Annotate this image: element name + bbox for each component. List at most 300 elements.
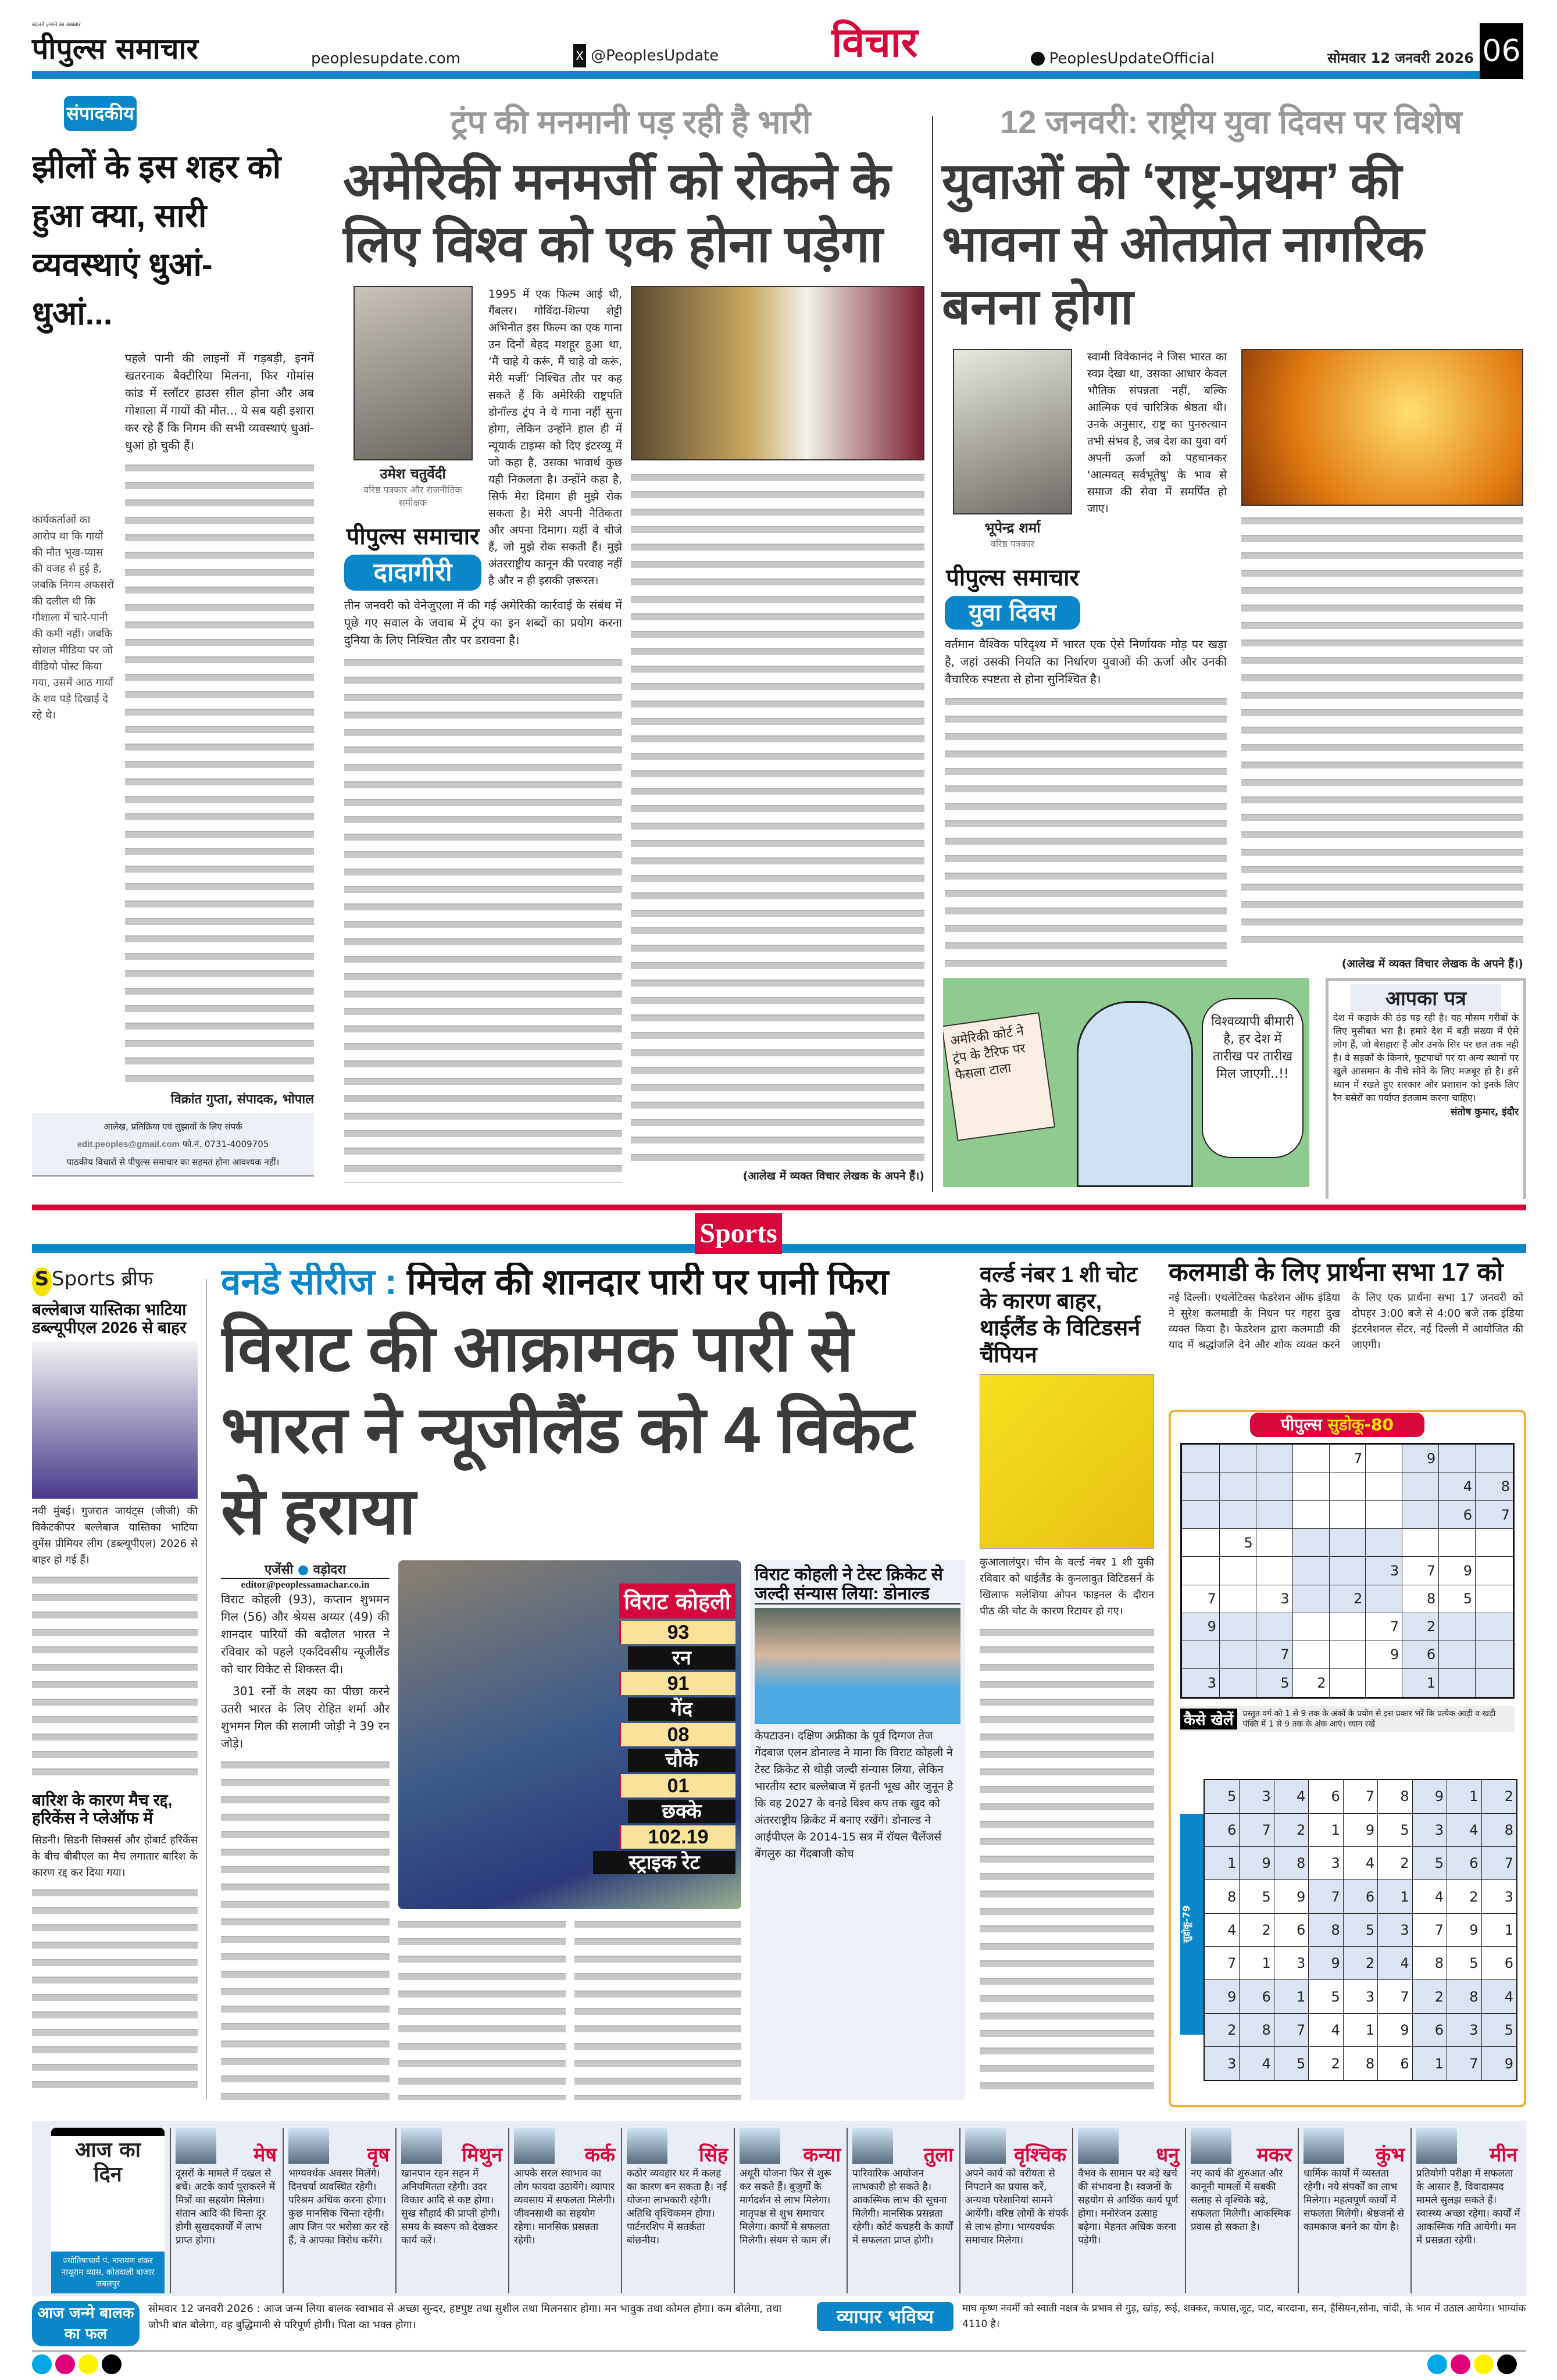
- sudoku-cell[interactable]: [1476, 1585, 1514, 1613]
- kohli-photo: [398, 1560, 741, 1909]
- sudoku-cell[interactable]: 5: [1256, 1669, 1292, 1698]
- zodiac-name: धनु: [1156, 2144, 1179, 2166]
- logo-block: [32, 20, 198, 67]
- zodiac-sign-icon: [288, 2128, 329, 2164]
- contact-email[interactable]: edit.peoples@gmail.com: [77, 1139, 180, 1149]
- sudoku-cell: 4: [1412, 1880, 1447, 1913]
- sudoku-cell[interactable]: 4: [1439, 1473, 1476, 1500]
- sudoku-cell: 5: [1309, 1980, 1343, 2013]
- right-text-col2: [1241, 513, 1523, 952]
- sports-brief-column: [32, 1264, 198, 2099]
- sudoku-cell[interactable]: [1181, 1473, 1220, 1500]
- sports-lower-text: [398, 1916, 741, 2100]
- sudoku-cell: 2: [1412, 1980, 1447, 2013]
- sudoku-cell[interactable]: [1219, 1501, 1256, 1529]
- zodiac-prediction: खानपान रहन सहन में अनियमितता रहेगी। उदर विकार आदि से कष्ट होगा। सुख सौहार्द की प्राप्ती होगी। समय के स्वरूप को देखकर कार्य करें।: [401, 2168, 501, 2246]
- sudoku-cell[interactable]: [1292, 1529, 1329, 1557]
- sudoku-title: [1250, 1413, 1424, 1437]
- contact-phone: फो.नं. 0731-4009705: [182, 1139, 269, 1149]
- sudoku-cell[interactable]: [1292, 1444, 1329, 1473]
- sudoku-cell[interactable]: 6: [1439, 1501, 1476, 1529]
- cartoon-paper: अमेरिकी कोर्ट ने ट्रंप के टैरिफ पर फैसला टाला: [943, 1012, 1055, 1141]
- sudoku-cell[interactable]: [1256, 1557, 1292, 1585]
- sudoku-cell: 7: [1240, 1813, 1274, 1846]
- sudoku-cell[interactable]: [1476, 1613, 1514, 1641]
- sudoku-cell[interactable]: [1329, 1641, 1366, 1668]
- sudoku-cell: 9: [1378, 2013, 1412, 2046]
- sudoku-cell: 7: [1481, 1847, 1517, 1880]
- donald-headline: विराट कोहली ने टेस्ट क्रिकेट से जल्दी संन्यास लिया: डोनाल्ड: [755, 1565, 960, 1604]
- stat-label: रन: [628, 1646, 735, 1670]
- sudoku-cell[interactable]: [1476, 1529, 1514, 1557]
- sudoku-cell[interactable]: [1256, 1501, 1292, 1529]
- kalmadi-article: [1169, 1259, 1523, 1353]
- sudoku-cell[interactable]: [1256, 1473, 1292, 1500]
- sudoku-cell[interactable]: 7: [1329, 1444, 1366, 1473]
- zodiac-prediction: पारिवारिक आयोजन लाभकारी हो सकते है। आकस्मिक लाभ की सूचना मिलेगी। मानसिक प्रसन्नता रहेगी। कोर्ट कचहरी के कार्यों में सफलता प्राप्त होगी।: [852, 2168, 954, 2246]
- editorial-main: [125, 349, 314, 1083]
- sudoku-row: [1204, 2013, 1517, 2046]
- cartoon: [943, 978, 1309, 1187]
- sports-body: विराट कोहली (93), कप्तान शुभमन गिल (56) और श्रेयस अय्यर (49) की शानदार पारियों की बदौलत भारत ने रविवार को पहले एकदिवसीय न्यूजीलैंड को चार विकेट से शिकस्त दी।: [221, 1592, 390, 1677]
- sudoku-cell: 6: [1447, 1847, 1481, 1880]
- sudoku-cell[interactable]: [1402, 1529, 1439, 1557]
- sudoku-cell[interactable]: 5: [1439, 1585, 1476, 1613]
- sports-main: [221, 1263, 965, 2100]
- sudoku-cell[interactable]: 7: [1476, 1501, 1514, 1529]
- zodiac-sign-icon: [176, 2128, 216, 2164]
- registration-dot-black: [1497, 2354, 1517, 2374]
- registration-dot-cyan: [1427, 2354, 1447, 2374]
- zodiac-sign-icon: [401, 2128, 442, 2164]
- badminton-body: कुआलालंपुर। चीन के वर्ल्ड नंबर 1 शी युकी रविवार को थाईलैंड के कुनलावुत विटिडसर्न के खिलाफ मलेशिया ओपन फाइनल के दौरान पीठ की चोट के कारण रिटायर हो गए।: [980, 1556, 1154, 1617]
- sudoku-row: [1181, 1557, 1514, 1585]
- sports-text-col2: [398, 1916, 566, 2100]
- sudoku-cell: 9: [1447, 1913, 1481, 1946]
- sudoku-cell: 7: [1447, 2047, 1481, 2081]
- brief-headline-2: बारिश के कारण मैच रद्द, हरिकेंस ने प्लेऑफ में: [32, 1791, 173, 1827]
- header-rule: [32, 71, 1480, 79]
- sudoku-cell[interactable]: [1329, 1557, 1366, 1585]
- badminton-text: [980, 1624, 1154, 2099]
- center-headline: अमेरिकी मनमर्जी को रोकने के लिए विश्व को एक होना पड़ेगा: [343, 152, 891, 273]
- how-to-play-text: प्रस्तुत वर्ग को 1 से 9 तक के अंकों के प्रयोग से इस प्रकार भरें कि प्रत्येक आड़ी व खड़ी पंक्ति में 1 से 9 तक के अंक आएं। ध्यान रखें: [1242, 1709, 1496, 1729]
- sudoku-cell: 5: [1343, 1913, 1377, 1946]
- contact-title: आलेख, प्रतिक्रिया एवं सुझावों के लिए संपर्क: [103, 1121, 242, 1132]
- sudoku-row: [1204, 1980, 1517, 2013]
- sudoku-cell[interactable]: [1219, 1444, 1256, 1473]
- sudoku-cell: 8: [1204, 1880, 1240, 1913]
- author-photo: [953, 349, 1072, 514]
- sudoku-puzzle-grid[interactable]: [1180, 1443, 1515, 1699]
- sudoku-cell: 2: [1378, 1847, 1412, 1880]
- horoscope-title-box: [51, 2128, 165, 2293]
- sudoku-cell[interactable]: [1292, 1613, 1329, 1641]
- zodiac-prediction: दूसरों के मामले में दखल से बचें। अटके कार्य पूराकरने में मित्रों का सहयोग मिलेगा। संतान आदि की चिन्ता दूर होगी सुखदकार्यों में लाभ प्राप्त होगा।: [176, 2168, 276, 2246]
- sudoku-cell[interactable]: [1219, 1669, 1256, 1698]
- born-text: सोमवार 12 जनवरी 2026 : आज जन्म लिया बालक स्वाभाव से अच्छा सुन्दर, हष्टपुष्ट तथा सुशील तथा मिलनसार होगा। मन भावुक तथा कोमल होगा। कम बोलेगा, तथा जोभी बात बोलेगा, वह बुद्धिमानी से परिपूर्ण होगी। पिता का भक्त होगा।: [148, 2303, 782, 2331]
- sudoku-cell[interactable]: [1181, 1444, 1220, 1473]
- kohli-stats: [593, 1584, 735, 1874]
- sudoku-row: [1204, 1847, 1517, 1880]
- sudoku-cell[interactable]: 7: [1256, 1641, 1292, 1668]
- sudoku-cell[interactable]: [1219, 1613, 1256, 1641]
- sudoku-cell[interactable]: 9: [1439, 1557, 1476, 1585]
- sudoku-cell: 2: [1204, 2013, 1240, 2046]
- kicker-text: मिचेल की शानदार पारी पर पानी फिरा: [406, 1263, 889, 1302]
- sudoku-cell[interactable]: [1476, 1557, 1514, 1585]
- sudoku-cell[interactable]: 2: [1329, 1585, 1366, 1613]
- stat-value: 08: [619, 1723, 735, 1746]
- sports-s-icon: S: [32, 1267, 52, 1296]
- zodiac-5: [621, 2128, 731, 2293]
- sudoku-cell[interactable]: [1366, 1444, 1402, 1473]
- contact-box: [32, 1113, 314, 1177]
- kalmadi-headline: कलमाडी के लिए प्रार्थना सभा 17 को: [1169, 1258, 1504, 1287]
- sudoku-cell: 8: [1378, 1779, 1412, 1813]
- stat-label: चौके: [628, 1749, 735, 1772]
- divider: [932, 116, 933, 1192]
- sudoku-row: [1204, 1779, 1517, 1813]
- sudoku-cell: 7: [1378, 1980, 1412, 2013]
- sudoku-cell: 3: [1274, 1947, 1308, 1980]
- column-logo: पीपुल्स समाचार: [946, 564, 1079, 591]
- sudoku-cell: 9: [1204, 1980, 1240, 2013]
- sudoku-cell: 6: [1204, 1813, 1240, 1846]
- sudoku-cell[interactable]: [1181, 1557, 1220, 1585]
- sports-body-2: 301 रनों के लक्ष्य का पीछा करने उतरी भारत के लिए रोहित शर्मा और शुभमन गिल की सलामी जोड़ी ने 39 रन जोड़े।: [221, 1684, 390, 1751]
- sports-tab: Sports: [695, 1213, 782, 1254]
- sudoku-cell[interactable]: 8: [1402, 1585, 1439, 1613]
- column-logo: पीपुल्स समाचार: [346, 523, 480, 550]
- sports-byline: [221, 1560, 390, 1579]
- sudoku-cell: 3: [1309, 1847, 1343, 1880]
- sudoku-cell[interactable]: 7: [1181, 1585, 1220, 1613]
- sudoku-cell[interactable]: [1292, 1557, 1329, 1585]
- sudoku-cell[interactable]: [1181, 1529, 1220, 1557]
- sudoku-cell: 3: [1240, 1779, 1274, 1813]
- author-name: उमेश चतुर्वेदी: [380, 466, 446, 482]
- sudoku-cell[interactable]: [1366, 1473, 1402, 1500]
- sudoku-cell[interactable]: [1402, 1501, 1439, 1529]
- right-right-half: [1241, 349, 1523, 971]
- sudoku-cell[interactable]: 3: [1366, 1557, 1402, 1585]
- right-para2: वर्तमान वैश्विक परिदृश्य में भारत एक ऐसे निर्णायक मोड़ पर खड़ा है, जहां उसकी नियति का निर्धारण युवाओं की ऊर्जा और उनकी वैचारिक स्पष्टता से होना सुनिश्चित है।: [945, 637, 1227, 686]
- kicker-series: वनडे सीरीज :: [221, 1263, 397, 1302]
- sudoku-row: [1181, 1669, 1514, 1698]
- zodiac-name: कुंभ: [1375, 2144, 1405, 2166]
- sudoku-row: [1181, 1641, 1514, 1668]
- center-para2: तीन जनवरी को वेनेजुएला में की गई अमेरिकी कार्रवाई के संबंध में पूछे गए सवाल के जवाब में ट्रंप का इन शब्दों का प्रयोग करना दुनिया के लिए निश्चित तौर पर डरावना है।: [344, 598, 622, 647]
- sudoku-cell[interactable]: [1292, 1641, 1329, 1668]
- zodiac-sign-icon: [1416, 2128, 1457, 2164]
- sudoku-cell[interactable]: 9: [1181, 1613, 1220, 1641]
- sudoku-cell[interactable]: 6: [1402, 1641, 1439, 1668]
- sudoku-cell[interactable]: [1439, 1529, 1476, 1557]
- stat-value: 93: [619, 1621, 735, 1644]
- sudoku-cell[interactable]: [1439, 1641, 1476, 1668]
- sudoku-cell[interactable]: 5: [1219, 1529, 1256, 1557]
- sudoku-cell: 9: [1309, 1947, 1343, 1980]
- sudoku-cell[interactable]: [1256, 1613, 1292, 1641]
- sudoku-cell[interactable]: [1329, 1501, 1366, 1529]
- zodiac-2: [283, 2128, 393, 2293]
- column-tag: दादागीरी: [344, 555, 481, 591]
- x-icon: X: [573, 44, 586, 67]
- dateline-place: वड़ोदरा: [313, 1563, 346, 1578]
- how-to-play-label: कैसे खेलें: [1180, 1709, 1237, 1729]
- zodiac-1: [170, 2128, 280, 2293]
- zodiac-prediction: प्रतियोगी परीक्षा में सफलता के आसार हैं, विवादास्पद मामले सुलझ सकते हैं। स्वास्थ्य अच्छा रहेगा। कार्यों में आकस्मिक गति आयेगी। मन में प्रसन्नता रहेगी।: [1416, 2168, 1520, 2246]
- sudoku-cell[interactable]: [1476, 1641, 1514, 1668]
- how-to-play: [1180, 1706, 1515, 1732]
- zodiac-8: [959, 2128, 1070, 2293]
- sudoku-row: [1204, 1813, 1517, 1846]
- sudoku-cell: 4: [1343, 1847, 1377, 1880]
- stat-label: गेंद: [628, 1698, 735, 1721]
- stat-value: 01: [619, 1774, 735, 1797]
- zodiac-sign-icon: [965, 2128, 1006, 2164]
- zodiac-12: [1410, 2128, 1521, 2293]
- sudoku-cell: 6: [1309, 1779, 1343, 1813]
- vivekananda-image: [1241, 349, 1523, 506]
- sudoku-cell: 9: [1412, 1779, 1447, 1813]
- zodiac-prediction: नए कार्य की शुरुआत और कानूनी मामलों में सबकी सलाह से वृश्चिके बढ़े, सफलता मिलेगी। आकस्मिक प्रवास हो सकता है।: [1191, 2168, 1291, 2233]
- zodiac-3: [395, 2128, 506, 2293]
- sudoku-cell[interactable]: [1329, 1473, 1366, 1500]
- right-intro-row: [945, 349, 1227, 630]
- sudoku-cell[interactable]: [1439, 1669, 1476, 1698]
- sudoku-cell: 5: [1412, 1847, 1447, 1880]
- sudoku-cell[interactable]: [1329, 1613, 1366, 1641]
- sports-col2: [398, 1560, 741, 2100]
- facebook-icon: [1031, 52, 1045, 66]
- sudoku-cell[interactable]: [1219, 1557, 1256, 1585]
- zodiac-11: [1298, 2128, 1408, 2293]
- center-right-half: [631, 286, 924, 1183]
- sudoku-cell[interactable]: [1292, 1585, 1329, 1613]
- sudoku-cell: 2: [1274, 1813, 1308, 1846]
- footer-rule: [32, 2350, 1526, 2352]
- trump-oil-photo: [631, 286, 924, 460]
- zodiac-prediction: वैभव के सामान पर बड़े खर्च की संभावना है। स्वजनों के सहयोग से आर्थिक कार्य पूर्ण होगा। मनोरंजन उत्साह बढ़ेगा। मेहनत अधिक करना पड़ेगी।: [1078, 2168, 1179, 2246]
- sudoku-title-brand: पीपुल्स: [1281, 1415, 1322, 1434]
- brief-body-1: नवी मुंबई। गुजरात जायंट्स (जीजी) की विकेटकीपर बल्लेबाज यास्तिका भाटिया वुमेंस प्रीमियर लीग (डब्ल्यूपीएल) 2026 से बाहर हो गई हैं।: [32, 1505, 198, 1566]
- sudoku-cell[interactable]: [1366, 1669, 1402, 1698]
- sudoku-cell[interactable]: [1439, 1444, 1476, 1473]
- sudoku-row: [1181, 1501, 1514, 1529]
- sudoku-cell: 2: [1343, 1947, 1377, 1980]
- sudoku-cell[interactable]: [1256, 1444, 1292, 1473]
- sudoku-cell[interactable]: [1219, 1473, 1256, 1500]
- website[interactable]: peoplesupdate.com: [310, 50, 461, 67]
- right-left-half: [945, 349, 1227, 971]
- sudoku-cell[interactable]: [1439, 1613, 1476, 1641]
- astrologer: ज्योतिषाचार्य पं. नारायण शंकर नाथूराम व्यास, कोतवाली बाजार जबलपुर: [51, 2252, 165, 2293]
- sudoku-title-number: सुडोकू-80: [1327, 1415, 1394, 1434]
- sudoku-cell[interactable]: [1366, 1585, 1402, 1613]
- sports-top-rule: [32, 1205, 1526, 1210]
- zodiac-7: [847, 2128, 957, 2293]
- sudoku-cell[interactable]: 2: [1402, 1613, 1439, 1641]
- zodiac-prediction: भाग्यवर्धक अवसर मिलेंगे। दिनचर्या व्यवस्थित रहेगी। परिश्रम अधिक करना होगा। कुछ मानसिक चिन्ता रहेगी। आप जिन पर भरोसा कर रहे हैं, वे आपका विरोध करेंगे।: [288, 2168, 389, 2246]
- sudoku-cell[interactable]: 3: [1181, 1669, 1220, 1698]
- facebook-handle[interactable]: PeoplesUpdateOfficial: [1049, 50, 1215, 67]
- sudoku-row: [1181, 1585, 1514, 1613]
- sudoku-cell: 1: [1343, 2013, 1377, 2046]
- center-footnote: (आलेख में व्यक्त विचार लेखक के अपने हैं।): [742, 1170, 924, 1182]
- editorial-signature: विक्रांत गुप्ता, संपादक, भोपाल: [170, 1092, 314, 1107]
- sudoku-cell[interactable]: [1476, 1444, 1514, 1473]
- brief-text-2: [32, 1885, 198, 2099]
- editorial-body: पहले पानी की लाइनों में गड़बड़ी, इनमें खतरनाक बैक्टीरिया मिलना, फिर गोमांस कांड में स्लॉटर हाउस सील होना और अब गोशाला में गायों की मौत... ये सब यही इशारा कर रहे हैं कि निगम की सभी व्यवस्थाएं धुआं-धुआं हो चुकी हैं।: [125, 351, 314, 452]
- sudoku-cell: 3: [1412, 1813, 1447, 1846]
- zodiac-sign-icon: [1304, 2128, 1344, 2164]
- sudoku-row: [1181, 1529, 1514, 1557]
- right-body-row: [939, 349, 1523, 971]
- divider: [206, 1279, 207, 2099]
- center-kicker: ट्रंप की मनमानी पड़ रही है भारी: [451, 103, 811, 140]
- editorial-row: [32, 349, 314, 1083]
- sudoku-cell: 6: [1274, 1913, 1308, 1946]
- sudoku-cell[interactable]: 3: [1256, 1585, 1292, 1613]
- sudoku-cell: 7: [1412, 1913, 1447, 1946]
- zodiac-prediction: आपके सरल स्वाभाव का लोग फायदा उठायेंगे। व्यापार व्यवसाय में सफलता मिलेगी। जीवनसाथी का सहयोग रहेगा। मानसिक प्रसन्नता रहेगी।: [514, 2168, 615, 2246]
- twitter-block: [573, 44, 719, 67]
- sudoku-cell[interactable]: [1219, 1641, 1256, 1668]
- zodiac-6: [734, 2128, 844, 2293]
- page-number: 06: [1480, 23, 1523, 79]
- zodiac-name: कर्क: [584, 2144, 615, 2166]
- born-label: आज जन्मे बालक का फल: [32, 2301, 140, 2346]
- sudoku-cell[interactable]: [1402, 1473, 1439, 1500]
- sudoku-cell: 6: [1343, 1880, 1377, 1913]
- sudoku-cell: 5: [1204, 1779, 1240, 1813]
- author-block: [344, 286, 481, 591]
- sudoku-cell: 4: [1309, 2013, 1343, 2046]
- registration-dot-cyan: [32, 2354, 52, 2374]
- zodiac-name: मीन: [1489, 2144, 1517, 2166]
- sudoku-cell[interactable]: [1292, 1473, 1329, 1500]
- sudoku-cell: 5: [1447, 1947, 1481, 1980]
- right-intro: स्वामी विवेकानंद ने जिस भारत का स्वप्न देखा था, उसका आधार केवल भौतिक संपन्नता नहीं, बल्कि आत्मिक एवं चारित्रिक श्रेष्ठता थी। उनके अनुसार, राष्ट्र का पुनरुत्थान तभी संभव है, जब देश का युवा वर्ग अपनी ऊर्जा को पहचानकर 'आत्मवत् सर्वभूतेषु' के भाव से समाज की सेवा में समर्पित हो जाए।: [1087, 351, 1227, 515]
- sudoku-cell[interactable]: [1329, 1669, 1366, 1698]
- sports-kicker: [221, 1263, 965, 1302]
- sudoku-row: [1204, 1913, 1517, 1946]
- sudoku-cell: 6: [1481, 1947, 1517, 1980]
- registration-dot-magenta: [55, 2354, 75, 2374]
- badminton-headline: वर्ल्ड नंबर 1 शी चोट के कारण बाहर, थाईलैंड के विटिडसर्न चैंपियन: [980, 1263, 1141, 1367]
- sudoku-cell[interactable]: [1219, 1585, 1256, 1613]
- author-name: भूपेन्द्र शर्मा: [984, 520, 1041, 536]
- sudoku-cell[interactable]: 7: [1366, 1613, 1402, 1641]
- sudoku-cell[interactable]: 8: [1476, 1473, 1514, 1500]
- sudoku-cell[interactable]: 1: [1402, 1669, 1439, 1698]
- sudoku-cell[interactable]: [1366, 1529, 1402, 1557]
- zodiac-sign-icon: [1078, 2128, 1119, 2164]
- center-body-row: [337, 286, 924, 1183]
- sudoku-cell: 6: [1412, 2013, 1447, 2046]
- sudoku-cell: 4: [1481, 1980, 1517, 2013]
- sudoku-cell: 1: [1378, 1880, 1412, 1913]
- letter-signature: संतोष कुमार, इंदौर: [1450, 1106, 1519, 1118]
- sports-email[interactable]: editor@peoplessamachar.co.in: [241, 1579, 370, 1591]
- sudoku-cell: 6: [1378, 2047, 1412, 2081]
- stat-value: 102.19: [619, 1825, 735, 1849]
- sudoku-cell[interactable]: [1181, 1641, 1220, 1668]
- editorial-headline: झीलों के इस शहर को हुआ क्या, सारी व्यवस्थाएं धुआं-धुआं...: [32, 148, 281, 331]
- zodiac-9: [1072, 2128, 1183, 2293]
- center-intro: 1995 में एक फिल्म आई थी, गैंबलर। गोविंदा-शिल्पा शेट्टी अभिनीत इस फिल्म का एक गाना उन दिनों बेहद मशहूर हुआ था, ‘मैं चाहे ये करूं, मैं चाहे वो करूं, मेरी मर्जी’ निश्चित तौर पर कह सकते हैं कि अमेरिकी राष्ट्रपति डोनॉल्ड ट्रंप ने ये गाना नहीं सुना होगा, लेकिन उन्होंने हाल ही में न्यूयार्क टाइम्स को दिए इंटरव्यू में जो कहा है, उसका भावार्थ कुछ यही निकलता है। उन्होंने कहा है, सिर्फ मेरा दिमाग ही मुझे रोक सकता है। मेरी अपनी नैतिकता और अपना दिमाग। यहीं वे चीजे हैं, जो मुझे रोक सकती हैं। मुझे अंतरराष्ट्रीय कानून की परवाह नहीं है और न ही इसकी ज़रूरत।: [488, 288, 622, 587]
- right-text-col1: [945, 694, 1227, 971]
- sudoku-cell: 8: [1481, 1813, 1517, 1846]
- facebook-block: [1031, 50, 1215, 67]
- zodiac-name: वृष: [367, 2144, 390, 2166]
- sudoku-cell: 9: [1240, 1847, 1274, 1880]
- stat-value: 91: [619, 1672, 735, 1695]
- sudoku-cell: 1: [1447, 1779, 1481, 1813]
- registration-dot-yellow: [1474, 2354, 1494, 2374]
- zodiac-name: मेष: [253, 2144, 277, 2166]
- sudoku-cell: 7: [1204, 1947, 1240, 1980]
- sudoku-cell[interactable]: [1181, 1501, 1220, 1529]
- sudoku-cell: 5: [1240, 1880, 1274, 1913]
- sudoku-cell: 5: [1274, 2047, 1308, 2081]
- center-left-half: [344, 286, 622, 1183]
- center-intro-row: [344, 286, 622, 591]
- sudoku-cell[interactable]: [1476, 1669, 1514, 1698]
- solution-label: सुडोकू-79: [1180, 1814, 1204, 2035]
- sudoku-cell[interactable]: 2: [1292, 1669, 1329, 1698]
- sudoku-cell: 1: [1204, 1847, 1240, 1880]
- sudoku-cell[interactable]: [1292, 1501, 1329, 1529]
- trade-label: व्यापार भविष्य: [817, 2302, 954, 2331]
- letter-body: देश में कड़ाके की ठंड पड़ रही है। यह मौसम गरीबों के लिए मुसीबत भरा है। हमारे देश में बड़ी संख्या में ऐसे लोग हैं, जो बेसहारा हैं और उनके सिर पर छत तक नही है। वे सड़कों के किनारे, फुटपाथों पर या अन्य स्थानों पर खुले आसमान के नीचे सोने के लिए मजबूर हो है। इसे ध्यान में रखते हुए सरकार और प्रशासन को इनके लिए रैन बसेरों का पर्याप्त इंतजाम करना चाहिए।: [1333, 1012, 1519, 1103]
- zodiac-name: वृश्चिक: [1014, 2144, 1066, 2166]
- column-tag: युवा दिवस: [945, 596, 1080, 630]
- sudoku-cell[interactable]: 7: [1402, 1557, 1439, 1585]
- sudoku-cell: 7: [1274, 2013, 1308, 2046]
- sudoku-cell[interactable]: 9: [1402, 1444, 1439, 1473]
- sudoku-row: [1181, 1444, 1514, 1473]
- sudoku-cell[interactable]: [1329, 1529, 1366, 1557]
- sudoku-cell: 1: [1309, 1813, 1343, 1846]
- zodiac-name: कन्या: [803, 2144, 841, 2166]
- sudoku-cell: 9: [1481, 2047, 1517, 2081]
- author-block: [945, 349, 1080, 630]
- zodiac-sign-icon: [740, 2128, 780, 2164]
- center-article: [337, 99, 924, 1183]
- brief-text-1: [32, 1572, 198, 1786]
- right-footnote: (आलेख में व्यक्त विचार लेखक के अपने हैं।): [1341, 957, 1523, 970]
- badminton-photo: [980, 1374, 1154, 1549]
- twitter-handle[interactable]: @PeoplesUpdate: [591, 47, 719, 65]
- sudoku-cell: 3: [1481, 1880, 1517, 1913]
- sudoku-cell: 4: [1378, 1947, 1412, 1980]
- sudoku-cell[interactable]: 9: [1366, 1641, 1402, 1668]
- horoscope-title-cap: [51, 2128, 165, 2136]
- stats-name: विराट कोहली: [619, 1584, 735, 1618]
- zodiac-prediction: कठोर व्यवहार घर में कलह का कारण बन सकता है। नई योजना लाभकारी रहेगी। अतिथि वृश्चिकमन होगा। पार्टनरशिप में सतर्कता बांछनीय।: [627, 2168, 727, 2246]
- sudoku-cell: 7: [1309, 1880, 1343, 1913]
- badminton-column: [980, 1262, 1154, 2099]
- sudoku-cell: 1: [1412, 2047, 1447, 2081]
- sudoku-cell[interactable]: [1366, 1501, 1402, 1529]
- sports-brief-logo: [32, 1264, 198, 1296]
- sudoku-cell[interactable]: [1256, 1529, 1292, 1557]
- cartoon-man: [1077, 1001, 1193, 1187]
- sudoku-row: [1204, 2047, 1517, 2081]
